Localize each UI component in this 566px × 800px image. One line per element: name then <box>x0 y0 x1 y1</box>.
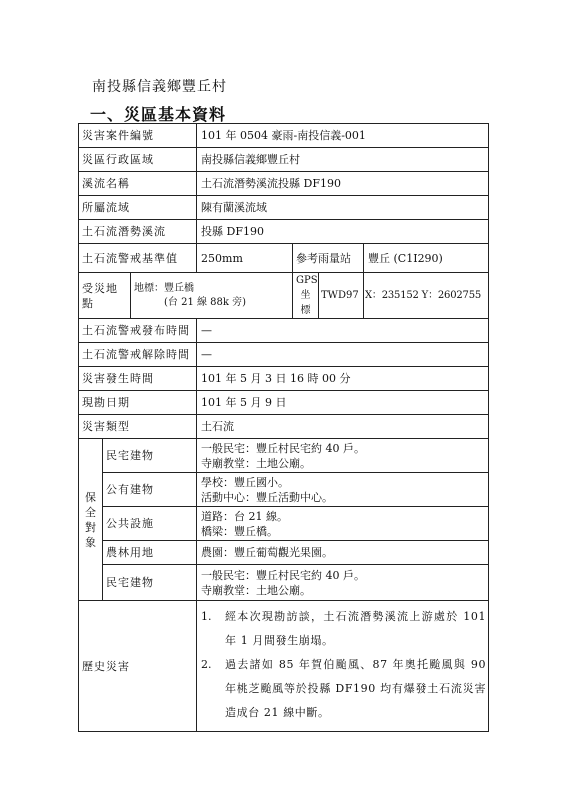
protected-item-value: 一般民宅：豐丘村民宅約 40 戶。 寺廟教堂：土地公廟。 <box>197 439 489 473</box>
row-location <box>79 273 489 319</box>
potential-stream-label: 土石流潛勢溪流 <box>79 220 197 244</box>
history-item-number: 1. <box>201 610 212 623</box>
warning-threshold-label: 土石流警戒基準值 <box>79 244 197 273</box>
landmark-cell <box>131 273 293 319</box>
gps-label-line-1: GPS <box>296 275 318 286</box>
gps-label-line-2: 坐標 <box>300 290 311 316</box>
row-warning-issued <box>79 319 489 343</box>
history-item <box>199 605 486 653</box>
protected-row <box>79 473 489 507</box>
history-item-text: 經本次現勘訪談，土石流潛勢溪流上游處於 101 年 1 月間發生崩塌。 <box>225 610 487 647</box>
row-warning-threshold <box>79 244 489 273</box>
admin-area-label: 災區行政區域 <box>79 148 197 172</box>
protected-item-value: 一般民宅：豐丘村民宅約 40 戶。 寺廟教堂：土地公廟。 <box>197 565 489 601</box>
warning-threshold-value: 250mm <box>197 244 293 273</box>
row-basin <box>79 196 489 220</box>
row-occurred <box>79 367 489 391</box>
basin-label: 所屬流域 <box>79 196 197 220</box>
protected-row <box>79 439 489 473</box>
protected-row <box>79 507 489 541</box>
protected-item-value: 學校：豐丘國小。 活動中心：豐丘活動中心。 <box>197 473 489 507</box>
survey-date-value: 101 年 5 月 9 日 <box>197 391 489 415</box>
row-survey-date <box>79 391 489 415</box>
protected-item-label: 農林用地 <box>103 541 197 565</box>
admin-area-value: 南投縣信義鄉豐丘村 <box>197 148 489 172</box>
page-title: 南投縣信義鄉豐丘村 <box>92 79 227 95</box>
section-title: 一、災區基本資料 <box>90 105 227 124</box>
history-list <box>197 601 489 732</box>
protected-item-value: 道路：台 21 線。 橋梁：豐丘橋。 <box>197 507 489 541</box>
gps-label-cell <box>293 273 319 319</box>
protected-item-value: 農園：豐丘葡萄觀光果園。 <box>197 541 489 565</box>
row-history <box>79 601 489 732</box>
gps-datum: TWD97 <box>319 273 364 319</box>
case-id-label: 災害案件編號 <box>79 124 197 148</box>
case-id-value: 101 年 0504 豪雨-南投信義-001 <box>197 124 489 148</box>
row-disaster-type <box>79 415 489 439</box>
rain-station-label: 參考雨量站 <box>293 244 364 273</box>
protected-item-label: 公共設施 <box>103 507 197 541</box>
rain-station-value: 豐丘 (C1I290) <box>364 244 489 273</box>
history-item-text: 過去諸如 85 年賀伯颱風、87 年奧托颱風與 90 年桃芝颱風等於投縣 DF190 均有爆發土石流災害造成台 21 線中斷。 <box>225 658 487 719</box>
survey-date-label: 現勘日期 <box>79 391 197 415</box>
warning-issued-label: 土石流警戒發布時間 <box>79 319 197 343</box>
stream-name-value: 土石流潛勢溪流投縣 DF190 <box>197 172 489 196</box>
protected-item-label: 民宅建物 <box>103 439 197 473</box>
protected-item-label: 民宅建物 <box>103 565 197 601</box>
protected-row <box>79 565 489 601</box>
warning-lifted-label: 土石流警戒解除時間 <box>79 343 197 367</box>
potential-stream-value: 投縣 DF190 <box>197 220 489 244</box>
location-label: 受災地點 <box>79 273 131 319</box>
disaster-type-label: 災害類型 <box>79 415 197 439</box>
landmark-line-2: (台 21 線 88k 旁) <box>164 296 247 308</box>
occurred-value: 101 年 5 月 3 日 16 時 00 分 <box>197 367 489 391</box>
warning-issued-value: — <box>197 319 489 343</box>
history-label: 歷史災害 <box>79 601 197 732</box>
landmark-line-1: 地標：豐丘橋 <box>134 282 194 294</box>
disaster-type-value: 土石流 <box>197 415 489 439</box>
row-stream-name <box>79 172 489 196</box>
history-item-number: 2. <box>201 658 212 671</box>
row-case-id <box>79 124 489 148</box>
protected-item-label: 公有建物 <box>103 473 197 507</box>
occurred-label: 災害發生時間 <box>79 367 197 391</box>
protected-side-label: 保 全 對 象 <box>79 439 103 601</box>
basin-value: 陳有蘭溪流域 <box>197 196 489 220</box>
history-item <box>199 653 486 725</box>
gps-coords: X：235152 Y：2602755 <box>364 273 489 319</box>
warning-lifted-value: — <box>197 343 489 367</box>
row-potential-stream <box>79 220 489 244</box>
basic-info-table <box>78 123 489 732</box>
protected-row <box>79 541 489 565</box>
stream-name-label: 溪流名稱 <box>79 172 197 196</box>
row-warning-lifted <box>79 343 489 367</box>
row-admin-area <box>79 148 489 172</box>
